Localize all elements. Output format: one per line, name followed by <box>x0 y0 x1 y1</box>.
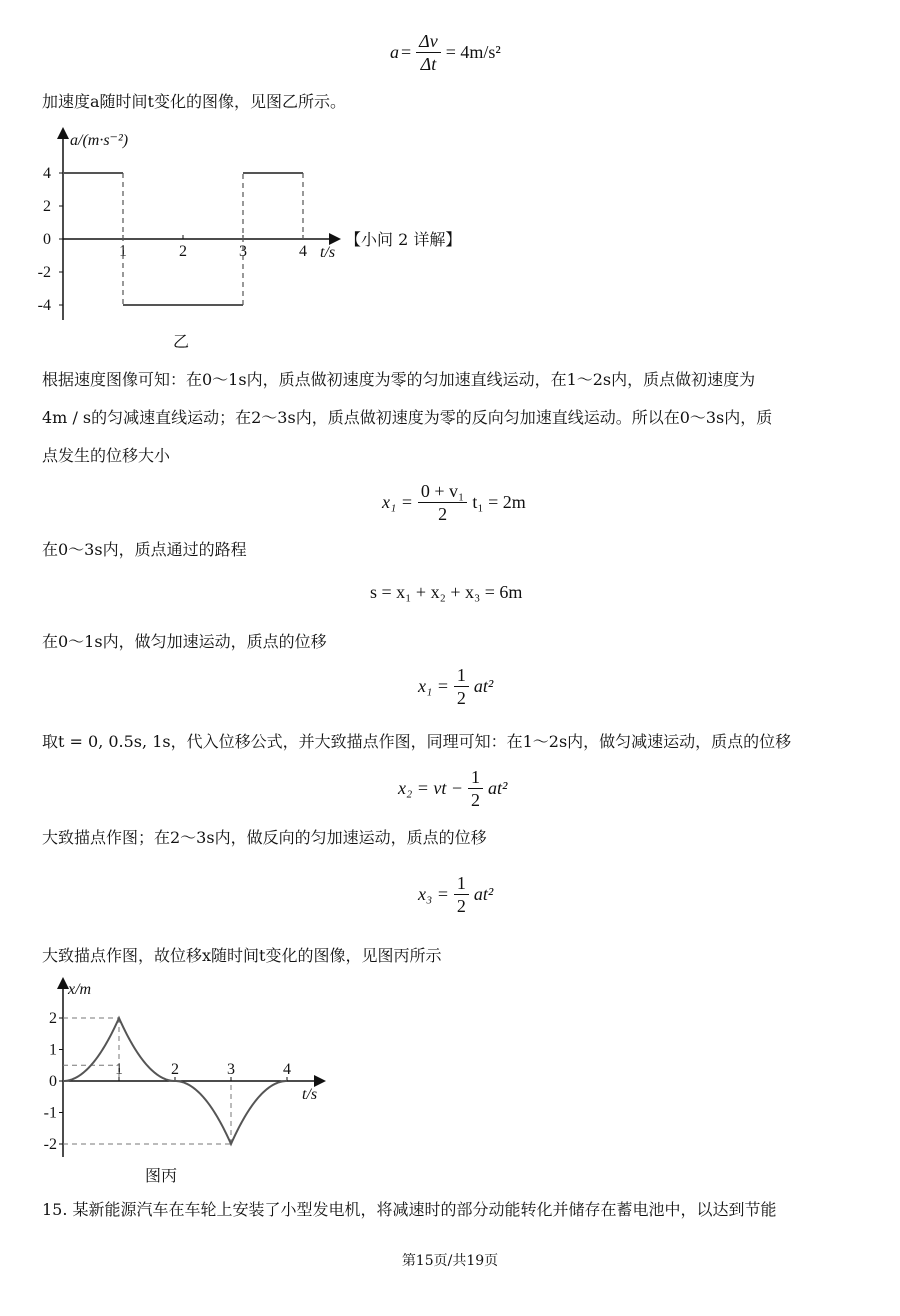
eq-rhs: at² <box>473 676 494 696</box>
equation-x1-accel <box>418 664 493 709</box>
numerator: 0 + v₁ <box>418 480 467 503</box>
equals-sign: = <box>401 42 412 62</box>
y-tick-label: 1 <box>49 1041 57 1059</box>
eq-lhs: x₁ = <box>418 676 449 696</box>
chart-displacement <box>30 975 340 1190</box>
y-axis-label: a/(m·s⁻²) <box>70 132 129 149</box>
x-tick-label: 4 <box>299 243 307 260</box>
numerator: 1 <box>454 664 469 687</box>
numerator: 1 <box>454 872 469 895</box>
numerator: 1 <box>468 766 483 789</box>
paragraph-8: 15. 某新能源汽车在车轮上安装了小型发电机，将减速时的部分动能转化并储存在蓄电池中，以达到节能 <box>42 1200 777 1219</box>
fraction <box>454 872 469 917</box>
x-tick-label: 2 <box>171 1061 179 1078</box>
numerator: Δv <box>416 30 441 53</box>
paragraph-2-line-3: 点发生的位移大小 <box>42 446 171 465</box>
y-axis-label: x/m <box>68 981 92 998</box>
paragraph-7: 大致描点作图，故位移x随时间t变化的图像，见图丙所示 <box>42 946 442 965</box>
y-tick-label: 2 <box>49 1010 57 1027</box>
chart-caption: 图丙 <box>145 1168 178 1185</box>
paragraph-2-line-2: 4m / s的匀减速直线运动；在2～3s内，质点做初速度为零的反向匀加速直线运动。所以在0～3s内，质 <box>42 408 773 427</box>
fraction <box>468 766 483 811</box>
y-tick-label: -4 <box>37 297 51 314</box>
paragraph-2-line-1: 根据速度图像可知：在0～1s内，质点做初速度为零的匀加速直线运动，在1～2s内，质点做初速度为 <box>42 370 756 389</box>
eq-lhs: x₁ = <box>382 492 413 512</box>
y-tick-label: -2 <box>37 264 51 281</box>
denominator: 2 <box>471 790 481 810</box>
y-tick-label: 0 <box>43 231 51 248</box>
eq-rhs: at² <box>488 778 508 798</box>
x-axis-label: t/s <box>302 1086 318 1103</box>
fraction <box>454 664 469 709</box>
denominator: Δt <box>420 54 437 74</box>
equation-x1-avg <box>382 480 526 525</box>
eq-lhs: a <box>390 42 399 62</box>
paragraph-6: 大致描点作图；在2～3s内，做反向的匀加速运动，质点的位移 <box>42 828 487 847</box>
paragraph-4: 在0～1s内，做匀加速运动，质点的位移 <box>42 632 327 651</box>
y-tick-label: 0 <box>49 1073 57 1090</box>
page-footer: 第15页/共19页 <box>401 1253 499 1269</box>
eq-lhs: x₂ = vt − <box>398 778 464 798</box>
x-tick-label: 3 <box>227 1061 235 1078</box>
eq-rhs: t₁ = 2m <box>472 492 526 512</box>
x-tick-label: 3 <box>239 243 247 260</box>
fraction <box>418 480 467 525</box>
x-tick-label: 1 <box>115 1061 123 1078</box>
x-axis-label: t/s <box>320 244 336 261</box>
eq-rhs: at² <box>473 884 494 904</box>
eq-rhs: = 4m/s² <box>445 42 501 62</box>
eq-lhs: x₃ = <box>418 884 449 904</box>
x-tick-label: 4 <box>283 1061 291 1078</box>
equation-x3 <box>418 872 493 917</box>
y-tick-label: -1 <box>43 1104 57 1122</box>
side-note: 【小问 2 详解】 <box>345 230 462 249</box>
fraction <box>416 30 441 75</box>
paragraph-3: 在0～3s内，质点通过的路程 <box>42 540 247 559</box>
paragraph-5: 取t = 0, 0.5s, 1s，代入位移公式，并大致描点作图，同理可知：在1～2s内，做匀减速运动，质点的位移 <box>42 732 792 751</box>
denominator: 2 <box>456 688 466 708</box>
equation-x2 <box>398 766 507 811</box>
equation-distance: s = x₁ + x₂ + x₃ = 6m <box>370 582 523 602</box>
chart-caption: 乙 <box>173 334 190 351</box>
equation-acceleration <box>390 30 501 75</box>
y-tick-label: 2 <box>43 198 51 215</box>
paragraph-1: 加速度a随时间t变化的图像，见图乙所示。 <box>42 92 346 111</box>
denominator: 2 <box>438 504 448 524</box>
y-tick-label: 4 <box>43 165 51 182</box>
x-tick-label: 2 <box>179 243 187 260</box>
x-tick-label: 1 <box>119 243 127 260</box>
denominator: 2 <box>456 896 466 916</box>
y-tick-label: -2 <box>43 1136 57 1153</box>
